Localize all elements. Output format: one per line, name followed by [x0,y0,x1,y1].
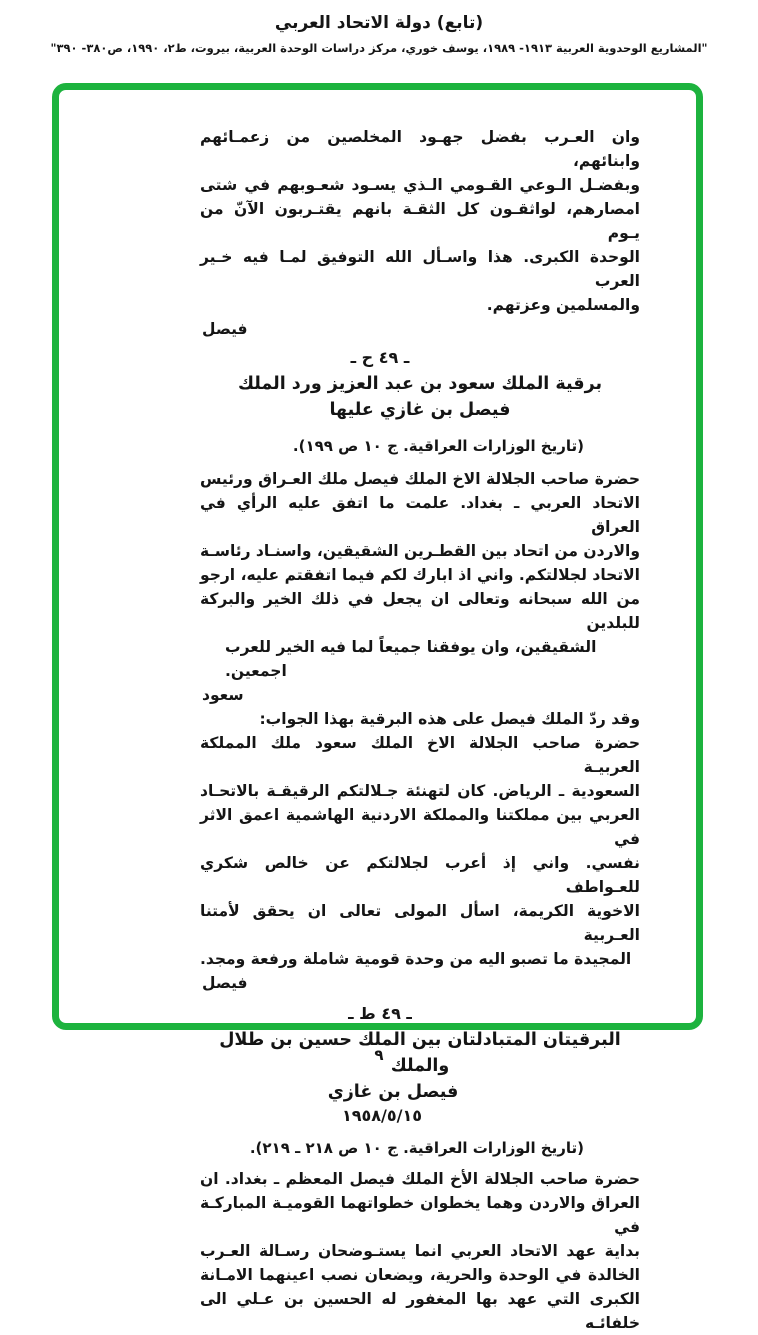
page-header [0,0,758,55]
section-number-heading: ـ ٤٩ ط ـ [348,1004,412,1023]
telegram-faisal-reply-paragraph [200,731,640,971]
text-line: والمسلمين وعزتهم. [486,296,640,314]
telegram-hussein-paragraph [200,1167,640,1335]
paragraph-continuation [200,125,640,317]
text-line: الاخوية الكريمة، اسأل المولى تعالى ان يحقق لأمتنا العـربية [200,902,640,944]
text-line: والاردن من اتحاد بين القطـرين الشقيقين، واسنـاد رئاسـة [200,542,640,560]
document-text-column [200,125,640,1335]
text-line: السعودية ـ الرياض. كان لتهنئة جـلالتكم الرقيقـة بالاتحـاد [200,782,640,800]
text-line: العراق والاردن وهما يخطوان خطواتهما القوميـة المباركـة في [200,1194,640,1236]
telegram-date: ١٩٥٨/٥/١٥ [341,1106,423,1125]
section-title-line: البرقيتان المتبادلتان بين الملك حسين بن طلال والملك [219,1030,621,1076]
text-line: العربي بين مملكتنا والمملكة الاردنية الهاشمية اعمق الاثر في [200,806,640,848]
text-line: حضرة صاحب الجلالة الاخ الملك سعود ملك المملكة العربيـة [200,734,640,776]
text-line: الخالدة في الوحدة والحرية، ويضعان نصب اعينهما الامـانة [200,1266,640,1284]
text-line: المجيدة ما تصبو اليه من وحدة قومية شاملة ورفعة ومجد. [200,950,632,968]
section-title-line: فيصل بن غازي عليها [329,400,511,420]
section-title-line: فيصل بن غازي [327,1082,459,1102]
document-frame [52,83,703,1332]
reply-lead-line: وقد ردّ الملك فيصل على هذه البرقية بهذا الجواب: [259,710,640,728]
source-reference: (تاريخ الوزارات العراقية. ج ١٠ ص ٢١٨ ـ ٢١٩). [249,1139,584,1157]
page-title: (تابع) دولة الاتحاد العربي [274,13,484,33]
text-line: من الله سبحانه وتعالى ان يجعل في ذلك الخير والبركة للبلدين [200,590,640,632]
text-line: وبفضـل الـوعي القـومي الـذي يسـود شعـوبهم في شتى [200,176,640,194]
signature-faisal: فيصل [202,320,248,338]
source-reference: (تاريخ الوزارات العراقية. ج ١٠ ص ١٩٩). [292,437,584,455]
signature-saud: سعود [202,686,244,704]
text-line: الوحدة الكبرى. هذا واسـأل الله التوفيق لمـا فيه خـير العرب [200,248,640,290]
text-line: حضرة صاحب الجلالة الاخ الملك فيصل ملك العـراق ورئيس [200,470,640,488]
text-line: الشقيقين، وان يوفقنا جميعاً لما فيه الخير للعرب اجمعين. [225,638,597,680]
text-line: الاتحاد لجلالتكم. واني اذ ابارك لكم فيما اتفقتم عليه، ارجو [200,566,640,584]
text-line: الاتحاد العربي ـ بغداد. علمت ما اتفق عليه الرأي في العراق [200,494,640,536]
text-line: وان العـرب بفضل جهـود المخلصين من زعمـائهم وابنائهم، [200,128,640,170]
text-line: نفسي. واني إذ أعرب لجلالتكم عن خالص شكري للعـواطف [200,854,640,896]
telegram-saud-paragraph [200,467,640,683]
text-line: الكبرى التي عهد بها المغفور له الحسين بن عـلي الى خلفائـه [200,1290,640,1332]
section-number-heading: ـ ٤٩ ح ـ [350,348,410,367]
section-title-line: برقية الملك سعود بن عبد العزيز ورد الملك [237,374,603,394]
signature-faisal: فيصل [202,974,248,992]
source-citation: "المشاريع الوحدوية العربية ١٩١٣- ١٩٨٩، يوسف خوري، مركز دراسات الوحدة العربية، بيروت، ط٢، ١٩٩٠، ص٣٨٠- ٣٩٠" [50,41,708,55]
text-line: امصارهم، لواثقـون كل الثقـة بانهم يقتـربون الآنّ من يـوم [200,200,640,242]
text-line: بداية عهد الاتحاد العربي انما يستـوضحان رسـالة العـرب [200,1242,640,1260]
text-line: حضرة صاحب الجلالة الأخ الملك فيصل المعظم ـ بغداد. ان [200,1170,640,1188]
page-number: ٩ [374,1046,384,1064]
